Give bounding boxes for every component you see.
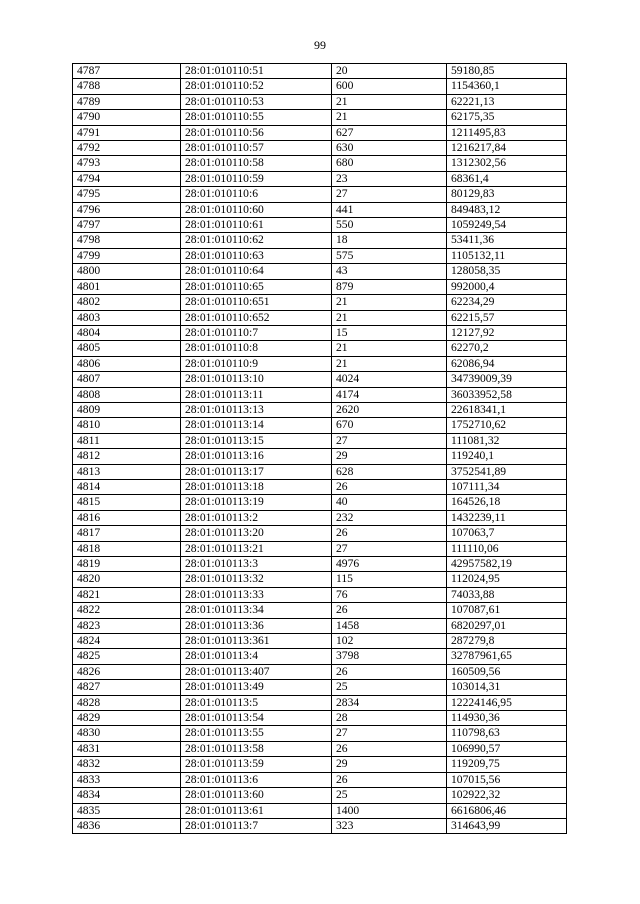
value-cell: 62270,2	[447, 341, 567, 356]
row-number-cell: 4829	[73, 711, 181, 726]
table-row	[73, 526, 567, 541]
value-cell: 22618341,1	[447, 402, 567, 417]
cadastral-number-cell: 28:01:010113:60	[181, 788, 332, 803]
area-cell: 4174	[332, 387, 447, 402]
value-cell: 110798,63	[447, 726, 567, 741]
page-number: 99	[314, 38, 326, 52]
table-row	[73, 695, 567, 710]
area-cell: 26	[332, 479, 447, 494]
area-cell: 600	[332, 79, 447, 94]
area-cell: 15	[332, 325, 447, 340]
cadastral-number-cell: 28:01:010113:36	[181, 618, 332, 633]
table-row	[73, 618, 567, 633]
row-number-cell: 4816	[73, 510, 181, 525]
value-cell: 1752710,62	[447, 418, 567, 433]
table-row	[73, 295, 567, 310]
cadastral-number-cell: 28:01:010110:57	[181, 141, 332, 156]
cadastral-number-cell: 28:01:010110:65	[181, 279, 332, 294]
table-row	[73, 248, 567, 263]
area-cell: 27	[332, 433, 447, 448]
cadastral-number-cell: 28:01:010113:361	[181, 634, 332, 649]
value-cell: 1105132,11	[447, 248, 567, 263]
area-cell: 26	[332, 772, 447, 787]
area-cell: 1400	[332, 803, 447, 818]
row-number-cell: 4833	[73, 772, 181, 787]
area-cell: 29	[332, 449, 447, 464]
cadastral-number-cell: 28:01:010110:652	[181, 310, 332, 325]
table-row	[73, 479, 567, 494]
row-number-cell: 4810	[73, 418, 181, 433]
cadastral-number-cell: 28:01:010113:10	[181, 372, 332, 387]
table-row	[73, 603, 567, 618]
area-cell: 575	[332, 248, 447, 263]
value-cell: 103014,31	[447, 680, 567, 695]
value-cell: 62221,13	[447, 94, 567, 109]
value-cell: 102922,32	[447, 788, 567, 803]
cadastral-number-cell: 28:01:010113:15	[181, 433, 332, 448]
cadastral-table	[72, 63, 567, 834]
value-cell: 111110,06	[447, 541, 567, 556]
cadastral-number-cell: 28:01:010110:55	[181, 110, 332, 125]
area-cell: 27	[332, 187, 447, 202]
value-cell: 107087,61	[447, 603, 567, 618]
area-cell: 25	[332, 680, 447, 695]
area-cell: 40	[332, 495, 447, 510]
table-row	[73, 464, 567, 479]
cadastral-number-cell: 28:01:010110:9	[181, 356, 332, 371]
cadastral-number-cell: 28:01:010113:21	[181, 541, 332, 556]
row-number-cell: 4835	[73, 803, 181, 818]
row-number-cell: 4809	[73, 402, 181, 417]
value-cell: 62175,35	[447, 110, 567, 125]
value-cell: 314643,99	[447, 818, 567, 833]
value-cell: 6820297,01	[447, 618, 567, 633]
table-row	[73, 495, 567, 510]
value-cell: 12224146,95	[447, 695, 567, 710]
area-cell: 680	[332, 156, 447, 171]
value-cell: 3752541,89	[447, 464, 567, 479]
row-number-cell: 4804	[73, 325, 181, 340]
cadastral-number-cell: 28:01:010110:58	[181, 156, 332, 171]
cadastral-number-cell: 28:01:010113:18	[181, 479, 332, 494]
area-cell: 627	[332, 125, 447, 140]
value-cell: 42957582,19	[447, 557, 567, 572]
cadastral-number-cell: 28:01:010113:61	[181, 803, 332, 818]
area-cell: 879	[332, 279, 447, 294]
area-cell: 441	[332, 202, 447, 217]
area-cell: 21	[332, 341, 447, 356]
row-number-cell: 4803	[73, 310, 181, 325]
area-cell: 670	[332, 418, 447, 433]
table-row	[73, 202, 567, 217]
table-row	[73, 233, 567, 248]
table-row	[73, 372, 567, 387]
cadastral-number-cell: 28:01:010113:13	[181, 402, 332, 417]
area-cell: 26	[332, 664, 447, 679]
row-number-cell: 4805	[73, 341, 181, 356]
area-cell: 23	[332, 171, 447, 186]
cadastral-number-cell: 28:01:010113:2	[181, 510, 332, 525]
cadastral-number-cell: 28:01:010113:58	[181, 741, 332, 756]
table-row	[73, 125, 567, 140]
cadastral-number-cell: 28:01:010110:51	[181, 64, 332, 79]
cadastral-number-cell: 28:01:010110:53	[181, 94, 332, 109]
row-number-cell: 4827	[73, 680, 181, 695]
row-number-cell: 4828	[73, 695, 181, 710]
cadastral-number-cell: 28:01:010113:32	[181, 572, 332, 587]
row-number-cell: 4830	[73, 726, 181, 741]
cadastral-number-cell: 28:01:010113:55	[181, 726, 332, 741]
table-row	[73, 325, 567, 340]
value-cell: 62234,29	[447, 295, 567, 310]
cadastral-number-cell: 28:01:010110:64	[181, 264, 332, 279]
cadastral-number-cell: 28:01:010113:11	[181, 387, 332, 402]
table-row	[73, 757, 567, 772]
row-number-cell: 4800	[73, 264, 181, 279]
cadastral-number-cell: 28:01:010113:17	[181, 464, 332, 479]
area-cell: 28	[332, 711, 447, 726]
row-number-cell: 4820	[73, 572, 181, 587]
area-cell: 26	[332, 526, 447, 541]
area-cell: 21	[332, 295, 447, 310]
row-number-cell: 4831	[73, 741, 181, 756]
value-cell: 12127,92	[447, 325, 567, 340]
value-cell: 6616806,46	[447, 803, 567, 818]
area-cell: 43	[332, 264, 447, 279]
row-number-cell: 4826	[73, 664, 181, 679]
row-number-cell: 4813	[73, 464, 181, 479]
value-cell: 114930,36	[447, 711, 567, 726]
table-row	[73, 341, 567, 356]
row-number-cell: 4832	[73, 757, 181, 772]
table-row	[73, 711, 567, 726]
table-row	[73, 726, 567, 741]
table-row	[73, 541, 567, 556]
value-cell: 287279,8	[447, 634, 567, 649]
value-cell: 1312302,56	[447, 156, 567, 171]
table-row	[73, 156, 567, 171]
cadastral-number-cell: 28:01:010113:5	[181, 695, 332, 710]
row-number-cell: 4823	[73, 618, 181, 633]
cadastral-number-cell: 28:01:010110:651	[181, 295, 332, 310]
value-cell: 992000,4	[447, 279, 567, 294]
row-number-cell: 4789	[73, 94, 181, 109]
cadastral-number-cell: 28:01:010113:49	[181, 680, 332, 695]
row-number-cell: 4814	[73, 479, 181, 494]
row-number-cell: 4819	[73, 557, 181, 572]
table-row	[73, 741, 567, 756]
row-number-cell: 4817	[73, 526, 181, 541]
area-cell: 20	[332, 64, 447, 79]
table-row	[73, 449, 567, 464]
area-cell: 3798	[332, 649, 447, 664]
area-cell: 2834	[332, 695, 447, 710]
area-cell: 27	[332, 726, 447, 741]
row-number-cell: 4815	[73, 495, 181, 510]
table-row	[73, 772, 567, 787]
area-cell: 21	[332, 356, 447, 371]
table-row	[73, 187, 567, 202]
table-body	[73, 64, 567, 834]
cadastral-number-cell: 28:01:010113:20	[181, 526, 332, 541]
value-cell: 111081,32	[447, 433, 567, 448]
value-cell: 1059249,54	[447, 218, 567, 233]
table-row	[73, 818, 567, 833]
value-cell: 106990,57	[447, 741, 567, 756]
value-cell: 107111,34	[447, 479, 567, 494]
table-row	[73, 264, 567, 279]
row-number-cell: 4797	[73, 218, 181, 233]
value-cell: 107015,56	[447, 772, 567, 787]
value-cell: 36033952,58	[447, 387, 567, 402]
area-cell: 21	[332, 94, 447, 109]
cadastral-number-cell: 28:01:010110:7	[181, 325, 332, 340]
table-row	[73, 64, 567, 79]
value-cell: 62215,57	[447, 310, 567, 325]
cadastral-number-cell: 28:01:010113:407	[181, 664, 332, 679]
row-number-cell: 4807	[73, 372, 181, 387]
area-cell: 29	[332, 757, 447, 772]
value-cell: 32787961,65	[447, 649, 567, 664]
area-cell: 21	[332, 310, 447, 325]
cadastral-number-cell: 28:01:010110:63	[181, 248, 332, 263]
area-cell: 115	[332, 572, 447, 587]
area-cell: 25	[332, 788, 447, 803]
value-cell: 53411,36	[447, 233, 567, 248]
cadastral-number-cell: 28:01:010113:16	[181, 449, 332, 464]
table-row	[73, 587, 567, 602]
value-cell: 112024,95	[447, 572, 567, 587]
cadastral-number-cell: 28:01:010110:60	[181, 202, 332, 217]
area-cell: 27	[332, 541, 447, 556]
table-row	[73, 634, 567, 649]
cadastral-number-cell: 28:01:010110:59	[181, 171, 332, 186]
row-number-cell: 4793	[73, 156, 181, 171]
cadastral-number-cell: 28:01:010113:54	[181, 711, 332, 726]
row-number-cell: 4791	[73, 125, 181, 140]
table-row	[73, 356, 567, 371]
table-row	[73, 788, 567, 803]
cadastral-number-cell: 28:01:010110:8	[181, 341, 332, 356]
area-cell: 550	[332, 218, 447, 233]
row-number-cell: 4822	[73, 603, 181, 618]
row-number-cell: 4790	[73, 110, 181, 125]
table-row	[73, 803, 567, 818]
value-cell: 34739009,39	[447, 372, 567, 387]
cadastral-number-cell: 28:01:010113:7	[181, 818, 332, 833]
cadastral-number-cell: 28:01:010113:33	[181, 587, 332, 602]
value-cell: 68361,4	[447, 171, 567, 186]
table-row	[73, 649, 567, 664]
value-cell: 119209,75	[447, 757, 567, 772]
table-row	[73, 171, 567, 186]
area-cell: 1458	[332, 618, 447, 633]
row-number-cell: 4834	[73, 788, 181, 803]
value-cell: 1211495,83	[447, 125, 567, 140]
cadastral-number-cell: 28:01:010113:6	[181, 772, 332, 787]
table-row	[73, 218, 567, 233]
table-row	[73, 110, 567, 125]
row-number-cell: 4799	[73, 248, 181, 263]
table-row	[73, 680, 567, 695]
value-cell: 80129,83	[447, 187, 567, 202]
table-row	[73, 310, 567, 325]
table-row	[73, 141, 567, 156]
cadastral-number-cell: 28:01:010110:62	[181, 233, 332, 248]
row-number-cell: 4794	[73, 171, 181, 186]
value-cell: 119240,1	[447, 449, 567, 464]
cadastral-number-cell: 28:01:010113:14	[181, 418, 332, 433]
table-row	[73, 557, 567, 572]
area-cell: 26	[332, 603, 447, 618]
table-row	[73, 510, 567, 525]
value-cell: 74033,88	[447, 587, 567, 602]
cadastral-number-cell: 28:01:010113:19	[181, 495, 332, 510]
area-cell: 323	[332, 818, 447, 833]
row-number-cell: 4812	[73, 449, 181, 464]
row-number-cell: 4811	[73, 433, 181, 448]
area-cell: 4024	[332, 372, 447, 387]
row-number-cell: 4795	[73, 187, 181, 202]
value-cell: 160509,56	[447, 664, 567, 679]
value-cell: 1154360,1	[447, 79, 567, 94]
cadastral-number-cell: 28:01:010113:3	[181, 557, 332, 572]
cadastral-number-cell: 28:01:010113:34	[181, 603, 332, 618]
table-row	[73, 418, 567, 433]
value-cell: 62086,94	[447, 356, 567, 371]
row-number-cell: 4806	[73, 356, 181, 371]
row-number-cell: 4801	[73, 279, 181, 294]
row-number-cell: 4788	[73, 79, 181, 94]
row-number-cell: 4825	[73, 649, 181, 664]
table-row	[73, 279, 567, 294]
area-cell: 232	[332, 510, 447, 525]
row-number-cell: 4796	[73, 202, 181, 217]
row-number-cell: 4818	[73, 541, 181, 556]
cadastral-number-cell: 28:01:010110:61	[181, 218, 332, 233]
area-cell: 102	[332, 634, 447, 649]
row-number-cell: 4802	[73, 295, 181, 310]
table-row	[73, 433, 567, 448]
area-cell: 4976	[332, 557, 447, 572]
value-cell: 1432239,11	[447, 510, 567, 525]
area-cell: 18	[332, 233, 447, 248]
value-cell: 164526,18	[447, 495, 567, 510]
value-cell: 107063,7	[447, 526, 567, 541]
cadastral-number-cell: 28:01:010110:52	[181, 79, 332, 94]
row-number-cell: 4798	[73, 233, 181, 248]
row-number-cell: 4824	[73, 634, 181, 649]
value-cell: 1216217,84	[447, 141, 567, 156]
value-cell: 59180,85	[447, 64, 567, 79]
area-cell: 628	[332, 464, 447, 479]
table-row	[73, 94, 567, 109]
table-row	[73, 402, 567, 417]
area-cell: 26	[332, 741, 447, 756]
row-number-cell: 4792	[73, 141, 181, 156]
row-number-cell: 4787	[73, 64, 181, 79]
cadastral-number-cell: 28:01:010110:56	[181, 125, 332, 140]
area-cell: 2620	[332, 402, 447, 417]
table-row	[73, 572, 567, 587]
value-cell: 128058,35	[447, 264, 567, 279]
area-cell: 630	[332, 141, 447, 156]
area-cell: 76	[332, 587, 447, 602]
table-row	[73, 387, 567, 402]
table-row	[73, 664, 567, 679]
cadastral-number-cell: 28:01:010110:6	[181, 187, 332, 202]
table-row	[73, 79, 567, 94]
value-cell: 849483,12	[447, 202, 567, 217]
cadastral-number-cell: 28:01:010113:59	[181, 757, 332, 772]
row-number-cell: 4836	[73, 818, 181, 833]
row-number-cell: 4821	[73, 587, 181, 602]
row-number-cell: 4808	[73, 387, 181, 402]
area-cell: 21	[332, 110, 447, 125]
cadastral-number-cell: 28:01:010113:4	[181, 649, 332, 664]
